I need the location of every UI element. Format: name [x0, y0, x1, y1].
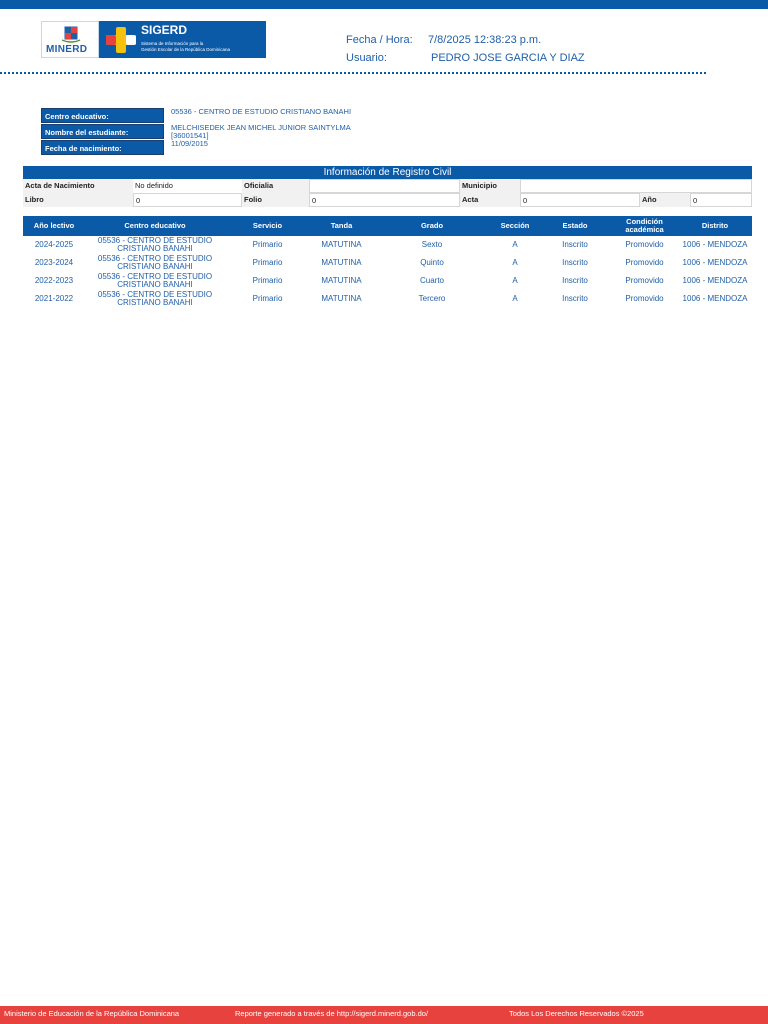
cell-estado: Inscrito [562, 258, 588, 267]
cell-tanda: MATUTINA [321, 240, 362, 249]
top-bar [0, 0, 768, 9]
cell-centro: 05536 - CENTRO DE ESTUDIO CRISTIANO BANAHI [97, 290, 213, 307]
student-info-row [41, 108, 361, 123]
cell-estado: Inscrito [562, 294, 588, 303]
cell-tanda: MATUTINA [321, 276, 362, 285]
footer-report-link[interactable]: Reporte generado a través de http://sigerd.minerd.gob.do/ [235, 1009, 429, 1018]
cell-condicion: Promovido [625, 240, 664, 249]
fecha-nacimiento-label: Fecha de nacimiento: [41, 140, 164, 155]
cell-seccion: A [512, 258, 518, 267]
col-condicion-academica: Condición académica [625, 217, 664, 234]
student-info-row [41, 140, 361, 155]
table-row [23, 290, 752, 308]
cell-condicion: Promovido [625, 294, 664, 303]
registro-civil-title: Información de Registro Civil [23, 166, 752, 179]
minerd-logo-text: MINERD [46, 44, 88, 55]
cell-anio: 2021-2022 [34, 294, 74, 303]
cell-anio: 2022-2023 [34, 276, 74, 285]
header-divider [0, 72, 706, 74]
acta-value: 0 [520, 193, 640, 207]
registro-civil-grid [23, 179, 752, 207]
minerd-logo [41, 21, 99, 58]
sigerd-brand [99, 21, 266, 58]
sigerd-logo [41, 21, 266, 58]
libro-value: 0 [133, 193, 242, 207]
cell-servicio: Primario [252, 240, 283, 249]
cell-centro: 05536 - CENTRO DE ESTUDIO CRISTIANO BANAHI [97, 236, 213, 253]
oficialia-label: Oficialia [242, 179, 309, 193]
cell-condicion: Promovido [625, 258, 664, 267]
cell-centro: 05536 - CENTRO DE ESTUDIO CRISTIANO BANAHI [97, 272, 213, 289]
student-info [41, 108, 361, 156]
col-distrito: Distrito [701, 221, 729, 230]
acta-nacimiento-value: No definido [133, 179, 242, 193]
historial-header [23, 216, 752, 236]
col-estado: Estado [562, 221, 588, 230]
cell-servicio: Primario [252, 294, 283, 303]
cell-tanda: MATUTINA [321, 258, 362, 267]
folio-value: 0 [309, 193, 460, 207]
cell-anio: 2024-2025 [34, 240, 74, 249]
fecha-nacimiento-value: 11/09/2015 [171, 139, 208, 148]
cell-seccion: A [512, 276, 518, 285]
historial-table [23, 216, 752, 308]
col-seccion: Sección [500, 221, 530, 230]
anio-value: 0 [690, 193, 752, 207]
fecha-value: 7/8/2025 12:38:23 p.m. [428, 34, 542, 46]
table-row [23, 272, 752, 290]
cell-grado: Tercero [418, 294, 446, 303]
col-centro-educativo: Centro educativo [124, 221, 186, 230]
table-row [23, 254, 752, 272]
registro-civil-section [23, 166, 752, 207]
col-grado: Grado [420, 221, 444, 230]
sigerd-tagline-2: Gestión Escolar de la República Dominicana [141, 47, 231, 52]
nombre-value: MELCHISEDEK JEAN MICHEL JUNIOR SAINTYLMA [36001541] [171, 123, 351, 140]
libro-label: Libro [23, 193, 133, 207]
cell-grado: Cuarto [419, 276, 444, 285]
anio-label: Año [640, 193, 690, 207]
acta-nacimiento-label: Acta de Nacimiento [23, 179, 133, 193]
cell-distrito: 1006 - MENDOZA [682, 258, 748, 267]
cell-servicio: Primario [252, 258, 283, 267]
cell-tanda: MATUTINA [321, 294, 362, 303]
footer-ministry: Ministerio de Educación de la República Dominicana [4, 1009, 180, 1018]
municipio-label: Municipio [460, 179, 520, 193]
cell-grado: Quinto [420, 258, 444, 267]
nombre-label: Nombre del estudiante: [41, 124, 164, 139]
cell-seccion: A [512, 294, 518, 303]
col-tanda: Tanda [330, 221, 353, 230]
acta-label: Acta [460, 193, 520, 207]
cell-condicion: Promovido [625, 276, 664, 285]
usuario-label: Usuario: [346, 52, 387, 64]
cell-distrito: 1006 - MENDOZA [682, 240, 748, 249]
cell-estado: Inscrito [562, 276, 588, 285]
col-anio-lectivo: Año lectivo [33, 221, 75, 230]
cell-grado: Sexto [421, 240, 443, 249]
municipio-value [520, 179, 752, 193]
fecha-label: Fecha / Hora: [346, 34, 413, 46]
col-servicio: Servicio [252, 221, 283, 230]
footer [0, 1006, 768, 1024]
sigerd-tagline-1: Sistema de Información para la [141, 41, 204, 46]
cell-distrito: 1006 - MENDOZA [682, 294, 748, 303]
cell-distrito: 1006 - MENDOZA [682, 276, 748, 285]
cell-seccion: A [512, 240, 518, 249]
footer-rights: Todos Los Derechos Reservados ©2025 [509, 1009, 644, 1018]
cell-anio: 2023-2024 [34, 258, 74, 267]
table-row [23, 236, 752, 254]
folio-label: Folio [242, 193, 309, 207]
usuario-value: PEDRO JOSE GARCIA Y DIAZ [431, 52, 585, 64]
sigerd-cross-icon [104, 26, 138, 54]
coat-of-arms-icon [61, 25, 81, 43]
sigerd-title: SIGERD [141, 23, 188, 37]
oficialia-value [309, 179, 460, 193]
cell-estado: Inscrito [562, 240, 588, 249]
cell-servicio: Primario [252, 276, 283, 285]
cell-centro: 05536 - CENTRO DE ESTUDIO CRISTIANO BANAHI [97, 254, 213, 271]
centro-value: 05536 - CENTRO DE ESTUDIO CRISTIANO BANAHI [171, 107, 352, 116]
centro-label: Centro educativo: [41, 108, 164, 123]
student-info-row [41, 124, 361, 139]
